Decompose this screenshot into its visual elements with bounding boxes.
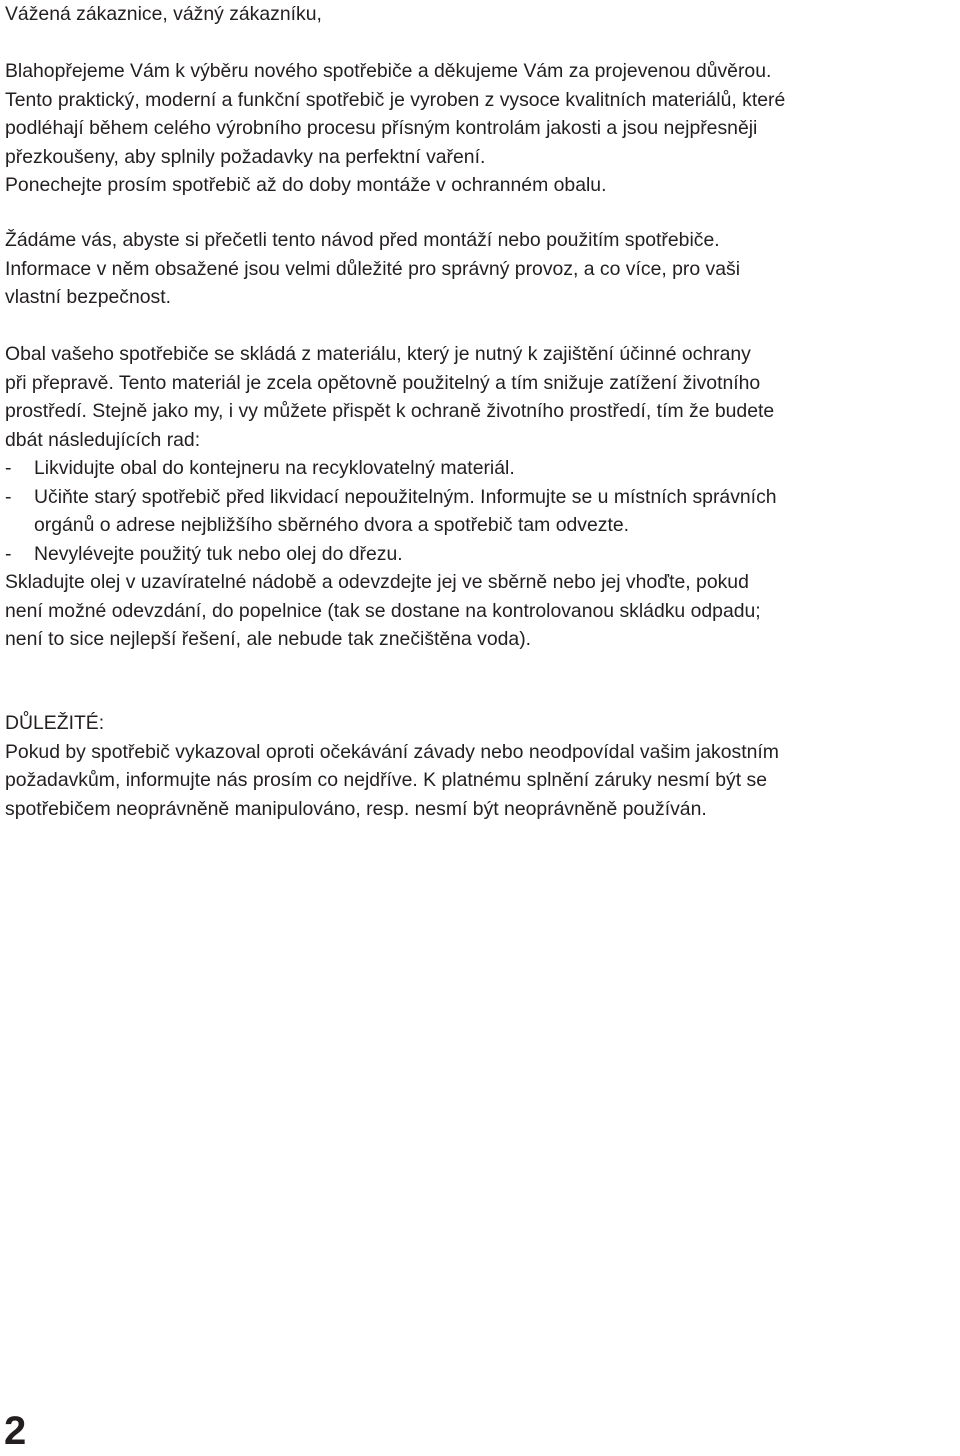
packaging-after-line: Skladujte olej v uzavíratelné nádobě a odevzdejte jej ve sběrně nebo jej vhoďte, pokud xyxy=(5,571,749,593)
greeting: Vážená zákaznice, vážný zákazníku, xyxy=(5,3,322,25)
list-item-line: Likvidujte obal do kontejneru na recyklovatelný materiál. xyxy=(34,457,515,479)
packaging-line: Obal vašeho spotřebiče se skládá z materiálu, který je nutný k zajištění účinné ochrany xyxy=(5,343,751,365)
packaging-list-item xyxy=(5,540,777,569)
list-item-line: orgánů o adrese nejbližšího sběrného dvora a spotřebič tam odvezte. xyxy=(34,514,630,536)
important-line: spotřebičem neoprávněně manipulováno, resp. nesmí být neoprávněně používán. xyxy=(5,797,707,820)
read-manual-paragraph xyxy=(5,226,740,312)
read-manual-line: vlastní bezpečnost. xyxy=(5,286,171,308)
read-manual-line: Žádáme vás, abyste si přečetli tento návod před montáží nebo použitím spotřebiče. xyxy=(5,229,720,251)
packaging-list-item xyxy=(5,483,777,540)
important-line: požadavkům, informujte nás prosím co nejdříve. K platnému splnění záruky nesmí být se xyxy=(5,769,767,791)
important-line: Pokud by spotřebič vykazoval oproti očekávání závady nebo neodpovídal vašim jakostním xyxy=(5,740,779,763)
intro-line: podléhají během celého výrobního procesu přísným kontrolám jakosti a jsou nejpřesněji xyxy=(5,117,758,139)
packaging-after-line: není možné odevzdání, do popelnice (tak se dostane na kontrolovanou skládku odpadu; xyxy=(5,599,761,622)
packaging-line: dbát následujících rad: xyxy=(5,428,201,451)
intro-line: přezkoušeny, aby splnily požadavky na perfektní vaření. xyxy=(5,145,486,168)
intro-paragraph xyxy=(5,57,785,200)
packaging-after-line: není to sice nejlepší řešení, ale nebude tak znečištěna voda). xyxy=(5,628,532,650)
list-dash: - xyxy=(5,457,12,479)
packaging-line: prostředí. Stejně jako my, i vy můžete přispět k ochraně životního prostředí, tím že budete xyxy=(5,400,775,422)
packaging-paragraph xyxy=(5,340,777,654)
page-number: 2 xyxy=(4,1409,27,1453)
intro-line: Blahopřejeme Vám k výběru nového spotřebiče a děkujeme Vám za projevenou důvěrou. xyxy=(5,60,772,82)
important-section xyxy=(5,709,779,823)
intro-line: Tento praktický, moderní a funkční spotřebič je vyroben z vysoce kvalitních materiálů, které xyxy=(5,88,786,111)
packaging-line: při přepravě. Tento materiál je zcela opětovně použitelný a tím snižuje zatížení životního xyxy=(5,371,761,394)
packaging-list-item xyxy=(5,454,777,483)
intro-line: Ponechejte prosím spotřebič až do doby montáže v ochranném obalu. xyxy=(5,174,607,196)
important-heading: DŮLEŽITÉ: xyxy=(5,712,105,734)
list-dash: - xyxy=(5,485,12,508)
read-manual-line: Informace v něm obsažené jsou velmi důležité pro správný provoz, a co více, pro vaši xyxy=(5,257,741,280)
list-dash: - xyxy=(5,542,12,565)
list-item-line: Učiňte starý spotřebič před likvidací nepoužitelným. Informujte se u místních správních xyxy=(34,485,777,508)
list-item-line: Nevylévejte použitý tuk nebo olej do dřezu. xyxy=(34,542,403,565)
